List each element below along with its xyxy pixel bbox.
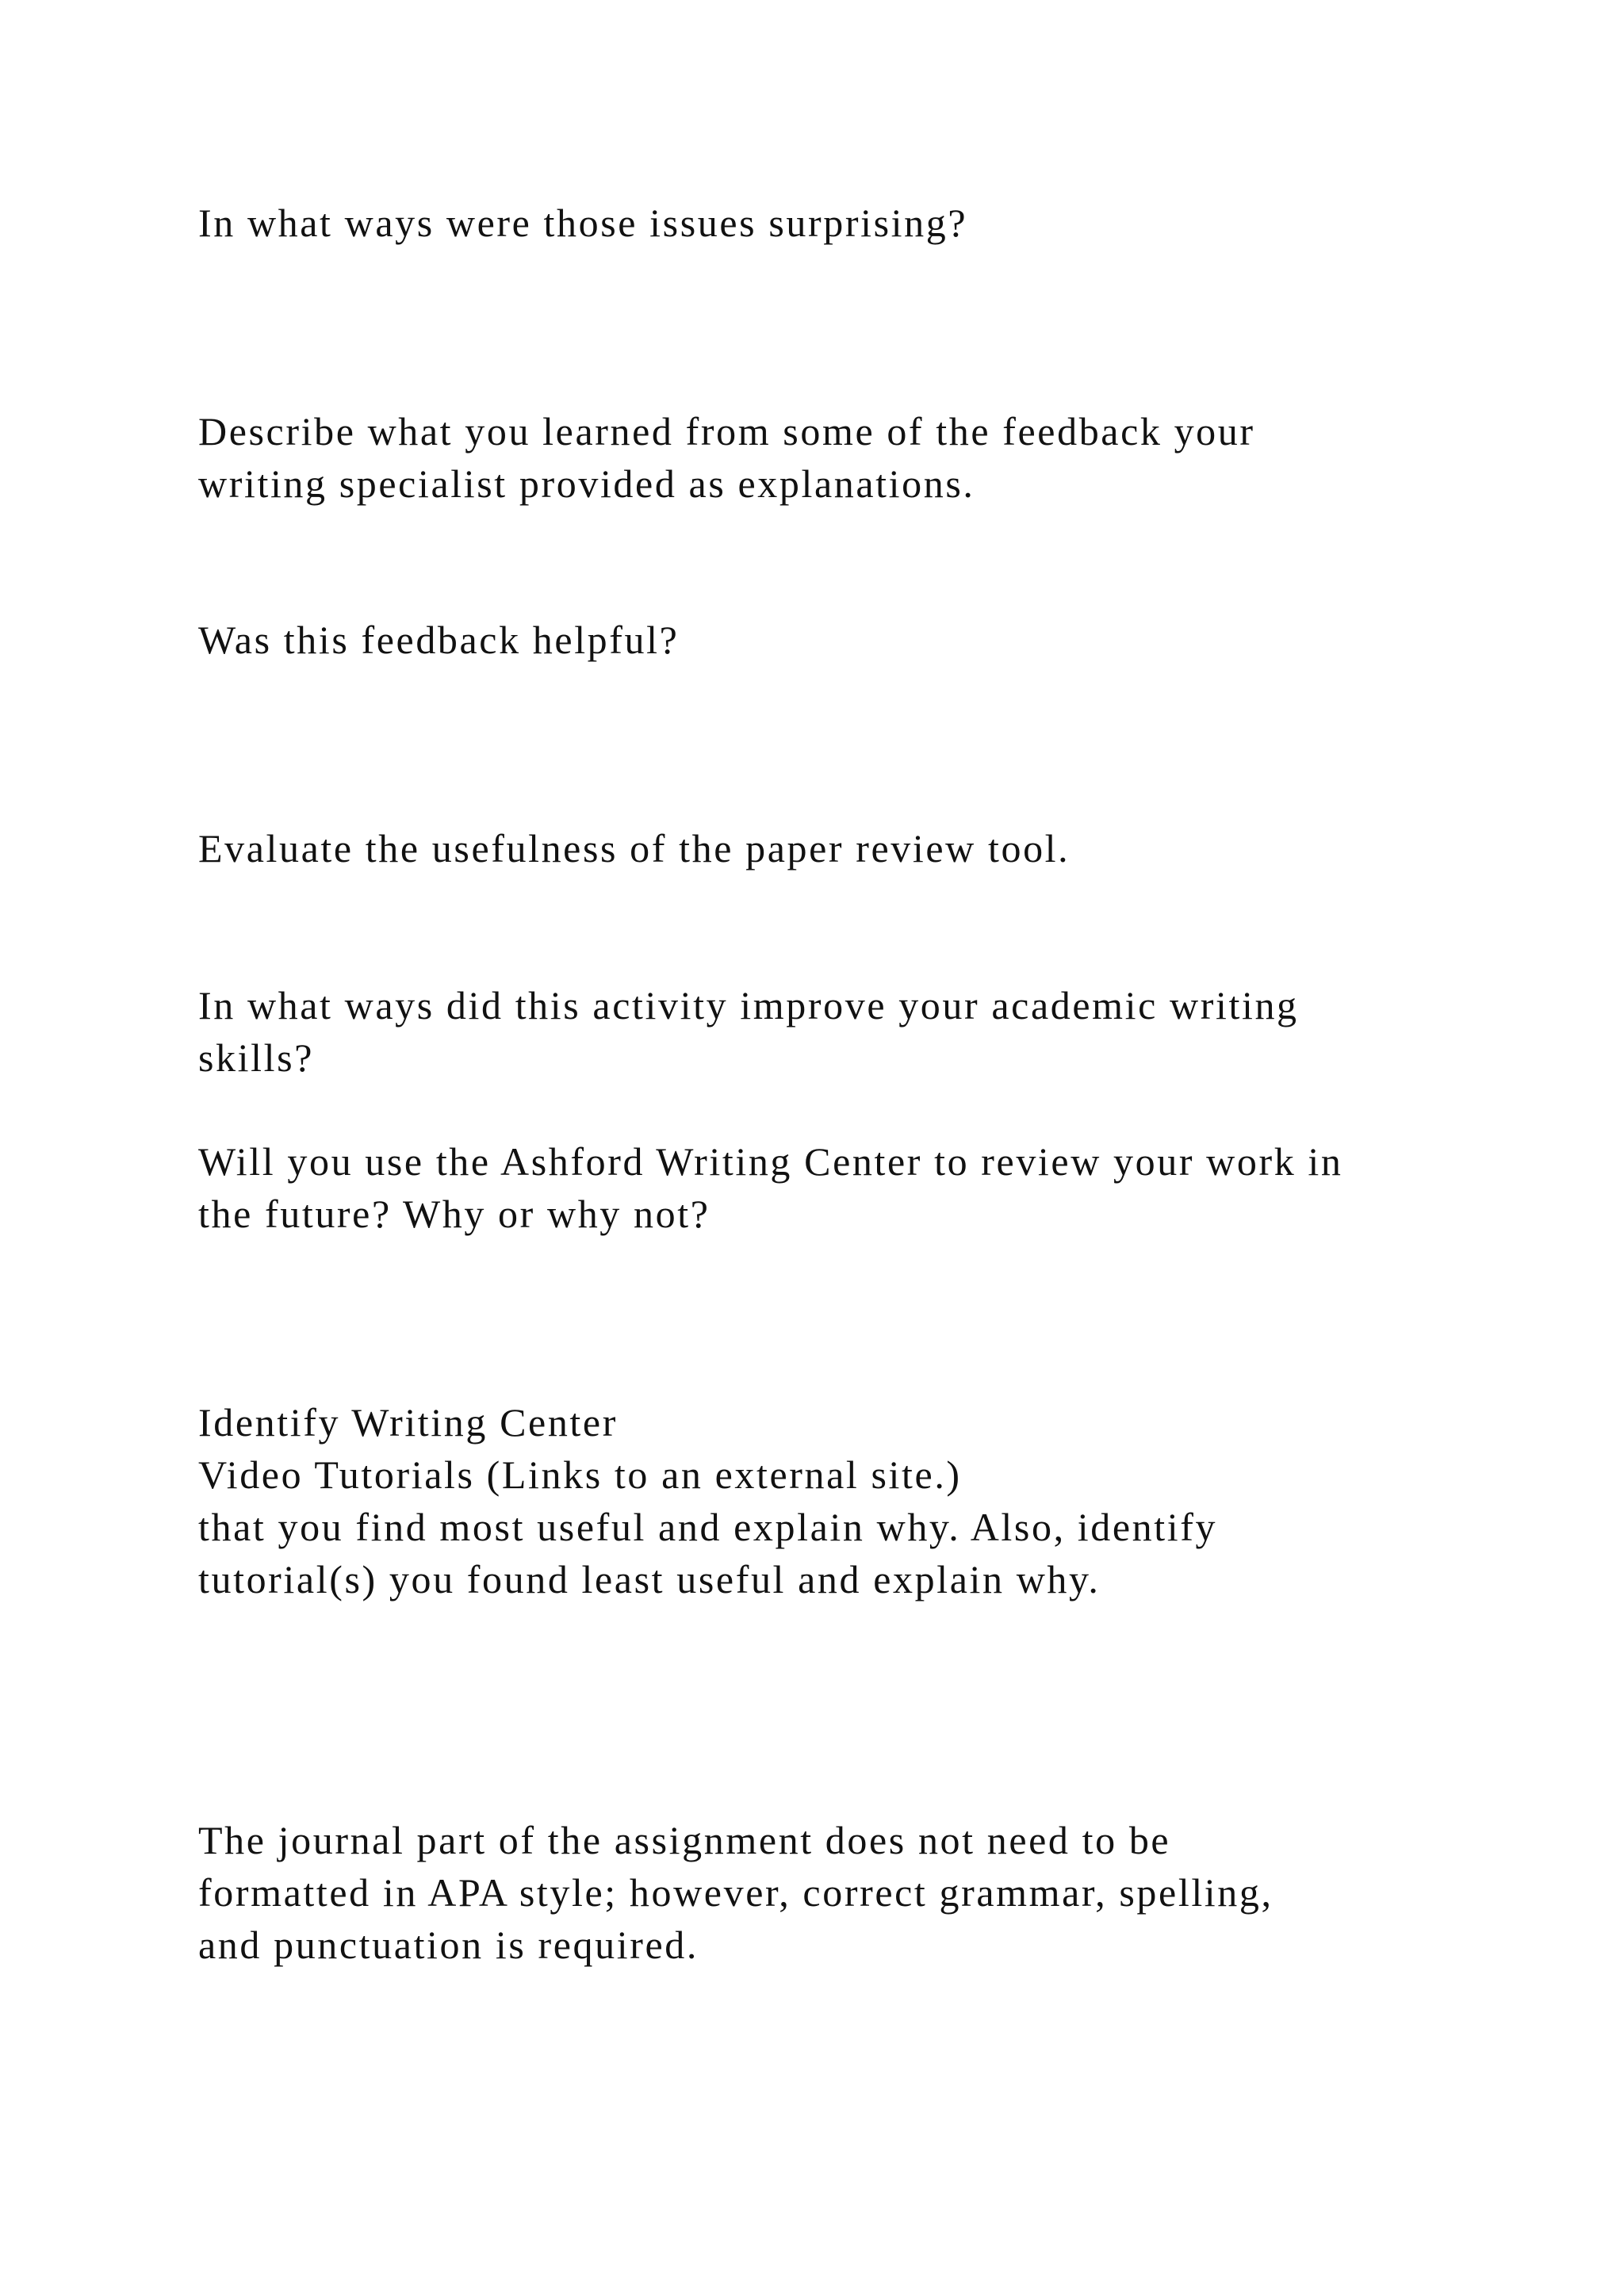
question-feedback-helpful: Was this feedback helpful?: [198, 618, 680, 662]
question-writing-center-line-2: the future? Why or why not?: [198, 1192, 710, 1236]
question-improve-skills-line-1: In what ways did this activity improve your academic writing: [198, 983, 1299, 1027]
prompt-describe-feedback-line-1: Describe what you learned from some of the feedback your: [198, 409, 1255, 453]
prompt-identify-tutorials-line-4: tutorial(s) you found least useful and explain why.: [198, 1557, 1101, 1601]
prompt-describe-feedback-line-2: writing specialist provided as explanations.: [198, 461, 975, 506]
question-improve-skills-line-2: skills?: [198, 1035, 314, 1080]
prompt-identify-tutorials-line-3: that you find most useful and explain why. Also, identify: [198, 1505, 1218, 1549]
prompt-identify-tutorials-line-1: Identify Writing Center: [198, 1400, 618, 1445]
video-tutorials-link-text: Video Tutorials (Links to an external site.): [198, 1452, 962, 1497]
journal-note-line-1: The journal part of the assignment does not need to be: [198, 1818, 1171, 1862]
question-writing-center-line-1: Will you use the Ashford Writing Center to review your work in: [198, 1139, 1343, 1184]
prompt-evaluate-review-tool: Evaluate the usefulness of the paper review tool.: [198, 826, 1071, 871]
journal-note-line-3: and punctuation is required.: [198, 1923, 699, 1967]
question-issues-surprising: In what ways were those issues surprising?: [198, 201, 968, 245]
journal-note-line-2: formatted in APA style; however, correct grammar, spelling,: [198, 1870, 1274, 1915]
